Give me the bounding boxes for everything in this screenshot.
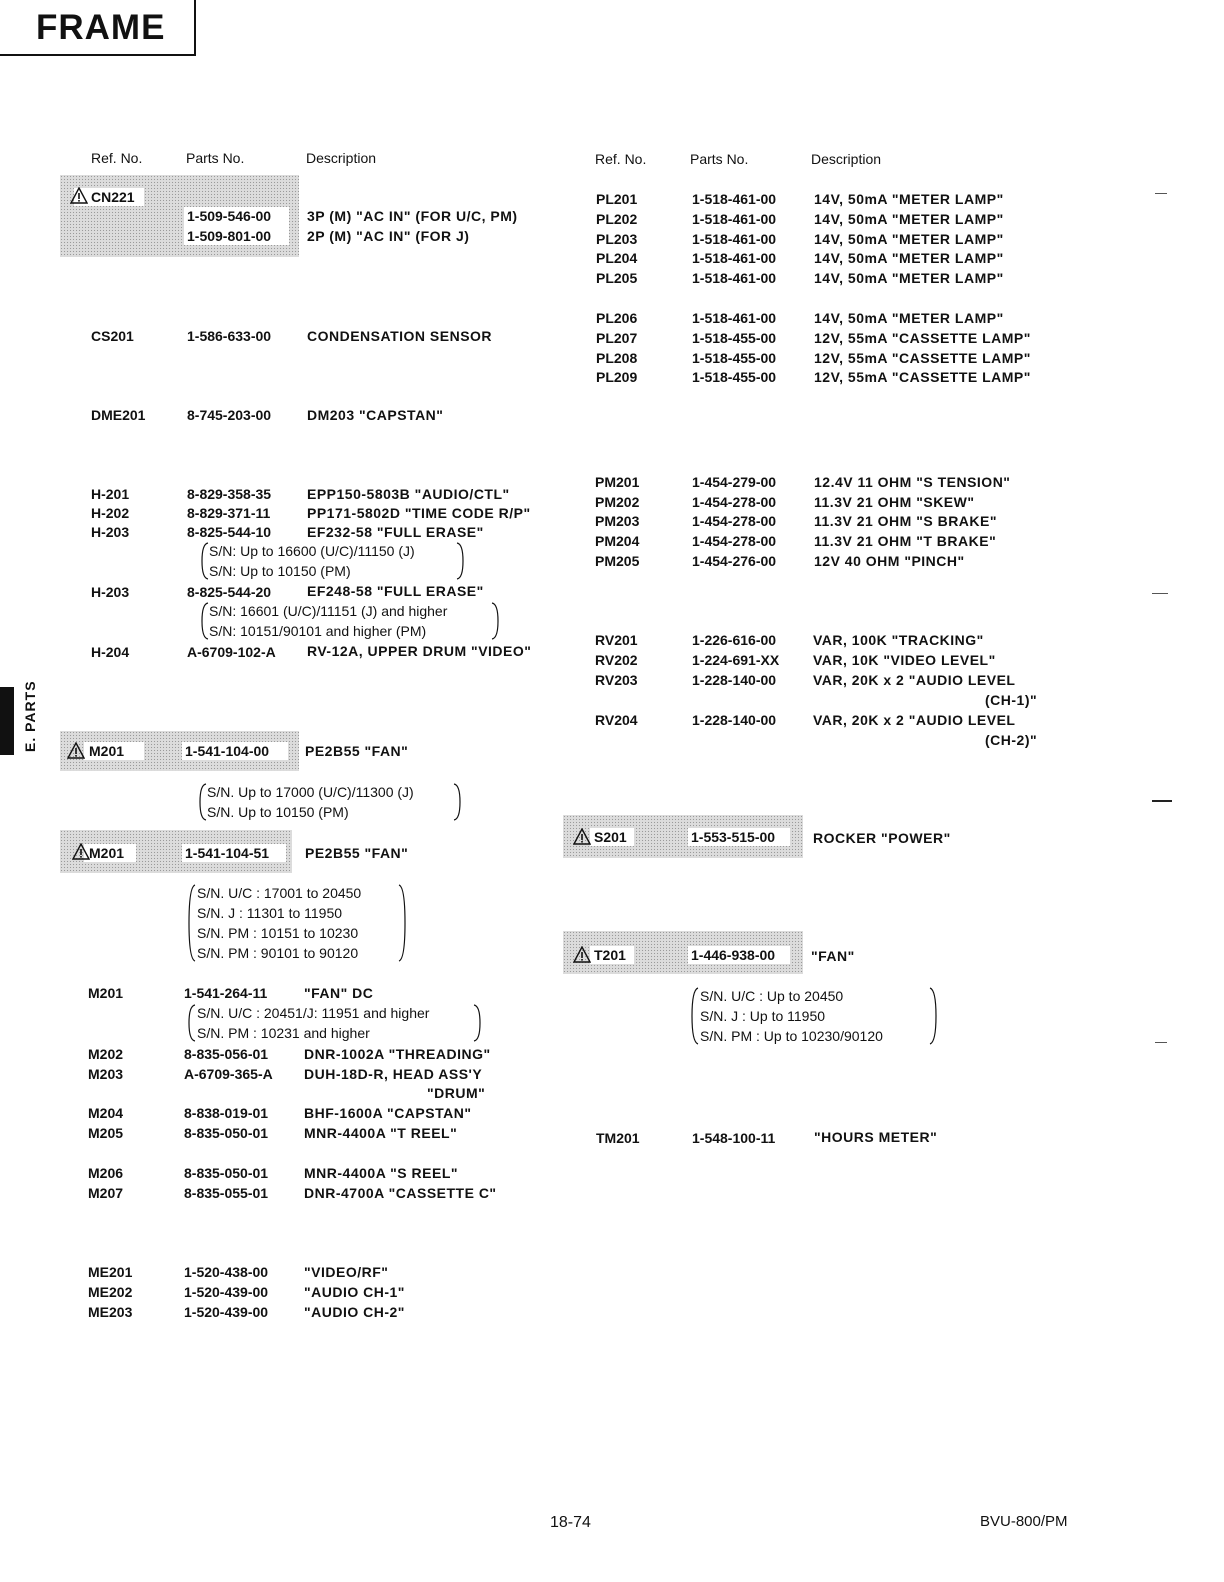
edge-mark [1152, 800, 1172, 802]
serial-note: S/N. J : 11301 to 11950 [197, 905, 343, 921]
ref-no: CS201 [91, 328, 134, 344]
description: "VIDEO/RF" [304, 1264, 389, 1280]
description: PE2B55 "FAN" [305, 845, 409, 861]
description: RV-12A, UPPER DRUM "VIDEO" [307, 643, 532, 659]
parts-no: 1-224-691-XX [692, 652, 780, 668]
parts-no: 1-454-278-00 [692, 533, 777, 549]
description: (CH-2)" [985, 732, 1038, 748]
ref-no: H-203 [91, 524, 130, 540]
header-ref-no: Ref. No. [91, 150, 143, 166]
serial-note: S/N. U/C : Up to 20450 [700, 988, 844, 1004]
parts-no: 1-518-461-00 [692, 310, 777, 326]
ref-no: H-203 [91, 584, 130, 600]
parts-no: 1-553-515-00 [691, 829, 776, 845]
parts-no: 8-835-055-01 [184, 1185, 269, 1201]
parts-no: 8-825-544-20 [187, 584, 272, 600]
ref-no: RV204 [595, 712, 638, 728]
description: DNR-1002A "THREADING" [304, 1046, 491, 1062]
warning-triangle-icon [70, 187, 88, 204]
header-description-right: Description [811, 151, 882, 167]
ref-no: ME203 [88, 1304, 133, 1320]
description: 11.3V 21 OHM "SKEW" [814, 494, 975, 510]
description: 11.3V 21 OHM "T BRAKE" [814, 533, 997, 549]
ref-no: RV201 [595, 632, 638, 648]
bracket-right [397, 884, 407, 962]
description: ROCKER "POWER" [813, 830, 951, 846]
ref-no: M201 [89, 845, 125, 861]
bracket-left [200, 542, 210, 580]
parts-no: 1-454-279-00 [692, 474, 777, 490]
description: "AUDIO CH-2" [304, 1304, 405, 1320]
description: PP171-5802D "TIME CODE R/P" [307, 505, 531, 521]
parts-no: 1-454-278-00 [692, 513, 777, 529]
description: EF248-58 "FULL ERASE" [307, 583, 484, 599]
ref-no: PL201 [596, 191, 638, 207]
description: 2P (M) "AC IN" (FOR J) [307, 228, 470, 244]
parts-no: 8-829-371-11 [187, 505, 271, 521]
ref-no: PM201 [595, 474, 640, 490]
parts-no: 1-228-140-00 [692, 712, 777, 728]
warning-triangle-icon [573, 828, 591, 845]
description: DM203 "CAPSTAN" [307, 407, 444, 423]
ref-no: M206 [88, 1165, 124, 1181]
description: 14V, 50mA "METER LAMP" [814, 250, 1004, 266]
serial-note: S/N. PM : 10151 to 10230 [197, 925, 359, 941]
parts-no: 1-518-455-00 [692, 350, 777, 366]
edge-mark [1155, 193, 1167, 194]
serial-note: S/N. J : Up to 11950 [700, 1008, 826, 1024]
serial-note: S/N: Up to 10150 (PM) [209, 563, 351, 579]
description: EPP150-5803B "AUDIO/CTL" [307, 486, 510, 502]
description: VAR, 20K x 2 "AUDIO LEVEL [813, 712, 1016, 728]
ref-no: ME201 [88, 1264, 133, 1280]
parts-no: 1-520-438-00 [184, 1264, 269, 1280]
ref-no: CN221 [91, 189, 135, 205]
ref-no: PM205 [595, 553, 640, 569]
header-parts-no: Parts No. [186, 150, 245, 166]
serial-note: S/N: Up to 16600 (U/C)/11150 (J) [209, 543, 415, 559]
description: MNR-4400A "S REEL" [304, 1165, 459, 1181]
parts-no: 1-541-104-00 [185, 743, 270, 759]
parts-no: 8-825-544-10 [187, 524, 272, 540]
serial-note: S/N: 10151/90101 and higher (PM) [209, 623, 427, 639]
description: DNR-4700A "CASSETTE C" [304, 1185, 497, 1201]
side-tab-marker [0, 687, 14, 755]
ref-no: PL203 [596, 231, 638, 247]
bracket-right [455, 542, 465, 580]
ref-no: TM201 [596, 1130, 640, 1146]
ref-no: M201 [89, 743, 125, 759]
bracket-right [490, 602, 500, 640]
description: 12.4V 11 OHM "S TENSION" [814, 474, 1011, 490]
description: EF232-58 "FULL ERASE" [307, 524, 484, 540]
parts-no: 8-745-203-00 [187, 407, 272, 423]
bracket-left [690, 987, 700, 1045]
parts-no: 1-446-938-00 [691, 947, 776, 963]
parts-no: 1-228-140-00 [692, 672, 777, 688]
description: BHF-1600A "CAPSTAN" [304, 1105, 472, 1121]
description: DUH-18D-R, HEAD ASS'Y [304, 1066, 483, 1082]
warning-triangle-icon [72, 843, 90, 860]
parts-no: 1-520-439-00 [184, 1284, 269, 1300]
side-section-label: E. PARTS [22, 680, 38, 752]
description: VAR, 100K "TRACKING" [813, 632, 984, 648]
parts-no: 8-829-358-35 [187, 486, 272, 502]
warning-triangle-icon [573, 946, 591, 963]
parts-no: 1-509-546-00 [187, 208, 272, 224]
parts-no: A-6709-102-A [187, 644, 276, 660]
parts-no: 1-454-276-00 [692, 553, 777, 569]
description: PE2B55 "FAN" [305, 743, 409, 759]
ref-no: RV203 [595, 672, 638, 688]
edge-mark [1152, 593, 1168, 594]
ref-no: ME202 [88, 1284, 133, 1300]
parts-no: 1-518-461-00 [692, 270, 777, 286]
description: 12V, 55mA "CASSETTE LAMP" [814, 330, 1031, 346]
ref-no: PM203 [595, 513, 640, 529]
description: "FAN" DC [304, 985, 374, 1001]
description: VAR, 20K x 2 "AUDIO LEVEL [813, 672, 1016, 688]
description: VAR, 10K "VIDEO LEVEL" [813, 652, 996, 668]
description: MNR-4400A "T REEL" [304, 1125, 458, 1141]
ref-no: PL209 [596, 369, 638, 385]
description: "AUDIO CH-1" [304, 1284, 405, 1300]
parts-no: 1-518-455-00 [692, 369, 777, 385]
bracket-left [200, 602, 210, 640]
ref-no: DME201 [91, 407, 146, 423]
description: 14V, 50mA "METER LAMP" [814, 270, 1004, 286]
ref-no: M205 [88, 1125, 124, 1141]
page-number: 18-74 [550, 1514, 591, 1531]
ref-no: H-201 [91, 486, 130, 502]
ref-no: PL204 [596, 250, 638, 266]
bracket-right [452, 783, 462, 821]
ref-no: PL208 [596, 350, 638, 366]
description: 14V, 50mA "METER LAMP" [814, 231, 1004, 247]
serial-note: S/N. PM : 90101 to 90120 [197, 945, 359, 961]
ref-no: PL202 [596, 211, 638, 227]
header-description: Description [306, 150, 377, 166]
parts-no: 1-509-801-00 [187, 228, 272, 244]
parts-no: 1-226-616-00 [692, 632, 777, 648]
parts-no: 1-518-461-00 [692, 231, 777, 247]
parts-no: 1-541-264-11 [184, 985, 268, 1001]
description: CONDENSATION SENSOR [307, 328, 493, 344]
serial-note: S/N: 16601 (U/C)/11151 (J) and higher [209, 603, 448, 619]
description: (CH-1)" [985, 692, 1038, 708]
ref-no: RV202 [595, 652, 638, 668]
description: 12V 40 OHM "PINCH" [814, 553, 965, 569]
parts-no: 1-518-461-00 [692, 250, 777, 266]
parts-no: 1-541-104-51 [185, 845, 270, 861]
serial-note: S/N. U/C : 17001 to 20450 [197, 885, 362, 901]
ref-no: PL205 [596, 270, 638, 286]
parts-no: 1-520-439-00 [184, 1304, 269, 1320]
parts-no: 1-586-633-00 [187, 328, 272, 344]
description: 14V, 50mA "METER LAMP" [814, 310, 1004, 326]
parts-no: 1-518-455-00 [692, 330, 777, 346]
bracket-right [472, 1004, 482, 1042]
description: "DRUM" [427, 1085, 486, 1101]
serial-note: S/N. Up to 10150 (PM) [207, 804, 349, 820]
serial-note: S/N. Up to 17000 (U/C)/11300 (J) [207, 784, 414, 800]
description: 3P (M) "AC IN" (FOR U/C, PM) [307, 208, 518, 224]
serial-note: S/N. PM : 10231 and higher [197, 1025, 370, 1041]
parts-no: 1-548-100-11 [692, 1130, 776, 1146]
header-parts-no-right: Parts No. [690, 151, 749, 167]
ref-no: M204 [88, 1105, 124, 1121]
ref-no: S201 [594, 829, 627, 845]
page-title: FRAME [36, 8, 166, 47]
ref-no: H-202 [91, 505, 130, 521]
warning-triangle-icon [67, 742, 85, 759]
ref-no: PM204 [595, 533, 640, 549]
bracket-left [198, 783, 208, 821]
bracket-right [928, 987, 938, 1045]
parts-no: 8-835-056-01 [184, 1046, 269, 1062]
description: 14V, 50mA "METER LAMP" [814, 191, 1004, 207]
header-ref-no-right: Ref. No. [595, 151, 647, 167]
parts-no: 8-835-050-01 [184, 1165, 269, 1181]
ref-no: M207 [88, 1185, 124, 1201]
description: 14V, 50mA "METER LAMP" [814, 211, 1004, 227]
ref-no: M201 [88, 985, 124, 1001]
ref-no: M202 [88, 1046, 124, 1062]
ref-no: H-204 [91, 644, 130, 660]
description: "HOURS METER" [814, 1129, 938, 1145]
description: 12V, 55mA "CASSETTE LAMP" [814, 350, 1031, 366]
ref-no: PL206 [596, 310, 638, 326]
parts-no: 8-838-019-01 [184, 1105, 269, 1121]
description: 11.3V 21 OHM "S BRAKE" [814, 513, 997, 529]
parts-no: 1-518-461-00 [692, 191, 777, 207]
model-number: BVU-800/PM [980, 1513, 1068, 1530]
serial-note: S/N. PM : Up to 10230/90120 [700, 1028, 883, 1044]
serial-note: S/N. U/C : 20451/J: 11951 and higher [197, 1005, 430, 1021]
parts-no: 1-454-278-00 [692, 494, 777, 510]
ref-no: M203 [88, 1066, 124, 1082]
description: 12V, 55mA "CASSETTE LAMP" [814, 369, 1031, 385]
bracket-left [187, 884, 197, 962]
parts-no: A-6709-365-A [184, 1066, 273, 1082]
description: "FAN" [811, 948, 855, 964]
edge-mark [1155, 1042, 1167, 1043]
ref-no: PL207 [596, 330, 638, 346]
ref-no: PM202 [595, 494, 640, 510]
parts-no: 8-835-050-01 [184, 1125, 269, 1141]
bracket-left [187, 1004, 197, 1042]
parts-no: 1-518-461-00 [692, 211, 777, 227]
ref-no: T201 [594, 947, 626, 963]
